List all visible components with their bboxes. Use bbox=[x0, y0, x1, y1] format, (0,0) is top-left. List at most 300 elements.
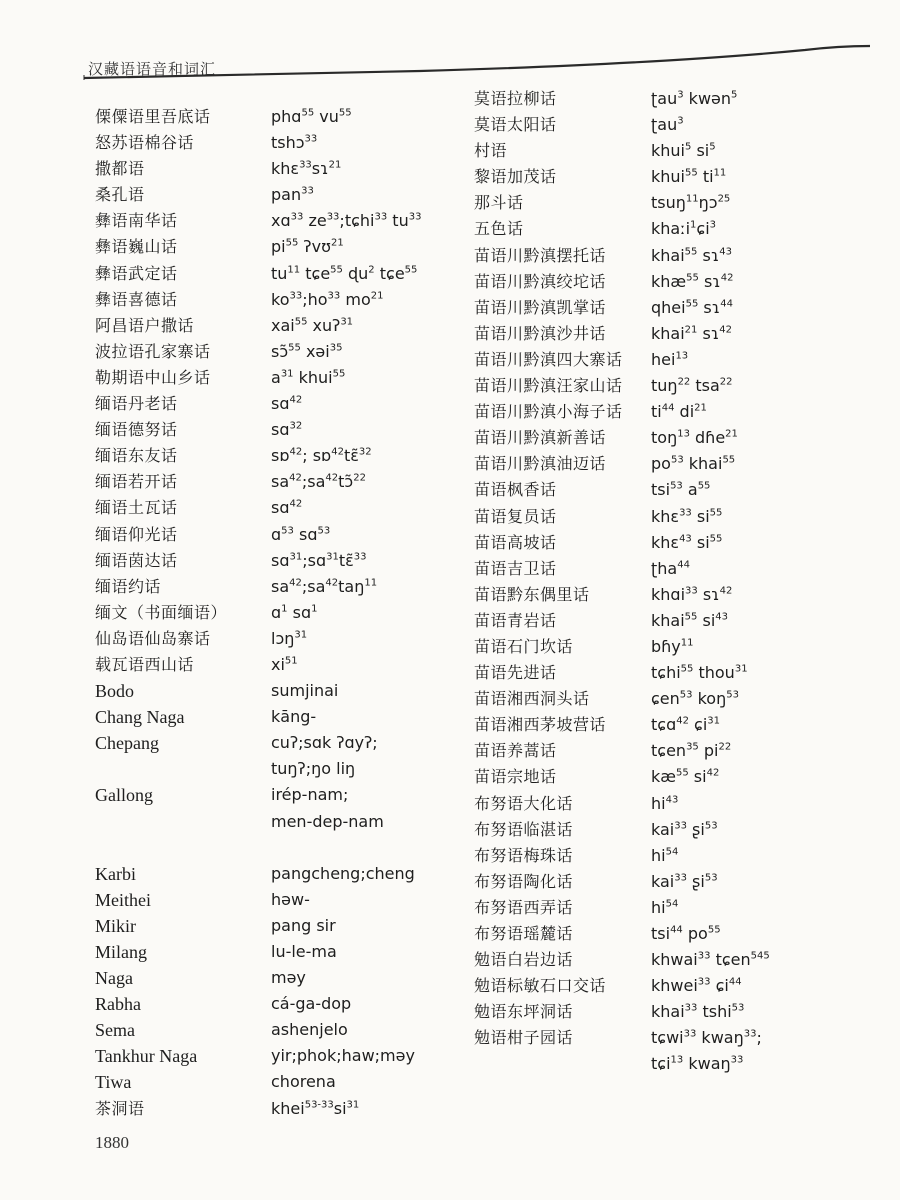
lexicon-entry bbox=[474, 399, 854, 425]
language-name: 勉语柑子园话 bbox=[474, 1028, 574, 1048]
word-form-line: ʈau$^3$ bbox=[651, 115, 684, 135]
lexicon-entry bbox=[95, 913, 455, 939]
language-name: 苗语川黔滇小海子话 bbox=[474, 402, 623, 422]
language-name: Meithei bbox=[95, 889, 151, 910]
lexicon-entry bbox=[95, 652, 455, 678]
language-name: 苗语高坡话 bbox=[474, 532, 557, 552]
word-form-line: sumjinai bbox=[271, 681, 339, 701]
lexicon-entry bbox=[95, 574, 455, 600]
word-form-line: $pi^{55}$ ʔvʊ$^{21}$ bbox=[271, 237, 344, 257]
word-form bbox=[271, 130, 317, 156]
language-name: 茶洞语 bbox=[95, 1098, 145, 1118]
word-form bbox=[651, 947, 770, 973]
lexicon-entry bbox=[474, 660, 854, 686]
word-form-line: tɕhi$^{55}$ thou$^{31}$ bbox=[651, 663, 748, 683]
language-name: Chepang bbox=[95, 733, 159, 754]
word-form-line: cá-ga-dop bbox=[271, 994, 352, 1014]
lexicon-entry bbox=[95, 1096, 455, 1122]
language-name: 缅文（书面缅语） bbox=[95, 602, 228, 622]
language-name: 缅语约话 bbox=[95, 576, 162, 596]
lexicon-entry bbox=[95, 365, 455, 391]
word-form bbox=[651, 556, 690, 582]
language-name: 布努语瑶麓话 bbox=[474, 924, 574, 943]
word-form-line: pan$^{33}$ bbox=[271, 185, 314, 205]
word-form-line: sɑ$^{32}$ bbox=[271, 420, 303, 440]
language-name: 苗语川黔滇凯掌话 bbox=[474, 297, 607, 317]
language-name: 撒都语 bbox=[95, 159, 145, 179]
word-form bbox=[651, 686, 739, 712]
language-name: 布努语大化话 bbox=[474, 793, 574, 813]
lexicon-entry bbox=[474, 530, 854, 556]
word-form bbox=[651, 451, 735, 477]
word-form bbox=[271, 887, 310, 913]
word-form-line: $a^{31}$ khui$^{55}$ bbox=[271, 367, 346, 387]
language-name: 勉语东坪洞话 bbox=[474, 1002, 574, 1022]
lexicon-entry bbox=[474, 347, 854, 373]
word-form bbox=[651, 138, 716, 164]
word-form-line: sɔ̃$^{55}$ xəi$^{35}$ bbox=[271, 341, 343, 361]
word-form bbox=[271, 626, 307, 652]
word-form-line: ashenjelo bbox=[271, 1020, 348, 1040]
word-form bbox=[271, 417, 302, 443]
word-form-line: xɑ$^{33}$ $ze^{33};tɕhi^{33}$ $tu^{33}$ bbox=[271, 211, 422, 231]
word-form bbox=[651, 791, 678, 817]
lexicon-entry bbox=[474, 869, 854, 895]
lexicon-entry bbox=[474, 295, 854, 321]
word-form-line: tɕen$^{35}$ $pi^{22}$ bbox=[651, 741, 732, 761]
word-form-line: həw- bbox=[271, 889, 310, 909]
language-name: 彝语南华话 bbox=[95, 211, 178, 231]
language-name: 缅语茵达话 bbox=[95, 550, 178, 570]
lexicon-entry bbox=[474, 947, 854, 973]
language-name: 彝语巍山话 bbox=[95, 237, 178, 257]
word-form bbox=[651, 582, 732, 608]
language-name: 苗语吉卫话 bbox=[474, 558, 557, 578]
word-form bbox=[271, 261, 417, 287]
lexicon-entry bbox=[95, 339, 455, 365]
word-form-line: hei$^{13}$ bbox=[651, 349, 689, 369]
language-name: 勉语标敏石口交话 bbox=[474, 976, 607, 996]
lexicon-entry bbox=[95, 730, 455, 782]
lexicon-entry bbox=[95, 1043, 455, 1069]
word-form bbox=[651, 530, 722, 556]
word-form bbox=[651, 164, 726, 190]
language-name: 傈僳语里吾底话 bbox=[95, 107, 211, 126]
word-form-line: $hi^{54}$ bbox=[651, 845, 679, 865]
word-form-line: ɕen$^{53}$ koŋ$^{53}$ bbox=[651, 689, 739, 709]
word-form-line: chorena bbox=[271, 1072, 336, 1092]
lexicon-entry bbox=[474, 764, 854, 790]
word-form bbox=[651, 86, 737, 112]
language-name: 苗语复员话 bbox=[474, 506, 557, 526]
language-name: Mikir bbox=[95, 915, 137, 936]
word-form-line: tuŋ$^{22}$ tsa$^{22}$ bbox=[651, 376, 733, 396]
word-form-line: khai$^{55}$ $si^{43}$ bbox=[651, 610, 728, 630]
word-form-line: sɒ$^{42}$; sɒ$^{42}$tɛ̃$^{32}$ bbox=[271, 446, 372, 466]
language-name: 苗语川黔滇四大寨话 bbox=[474, 349, 623, 369]
language-name: 莫语太阳话 bbox=[474, 115, 557, 135]
lexicon-entry bbox=[95, 495, 455, 521]
lexicon-entry bbox=[95, 861, 455, 887]
lexicon-entry bbox=[474, 477, 854, 503]
word-form-line: $sa^{42};sa^{42}tɔ̃^{22}$ bbox=[271, 472, 366, 492]
word-form-line: $xi^{51}$ bbox=[271, 654, 298, 674]
word-form bbox=[651, 504, 722, 530]
word-form-line: khaːi$^1$ɕi$^3$ bbox=[651, 219, 717, 239]
word-form-line: qhei$^{55}$ sɿ$^{44}$ bbox=[651, 297, 733, 317]
word-form-line: $tu^{11}$ tɕe$^{55}$ ɖu$^2$ tɕe$^{55}$ bbox=[271, 263, 418, 283]
language-name: 苗语养蒿话 bbox=[474, 741, 557, 761]
lexicon-entry bbox=[474, 164, 854, 190]
lexicon-entry bbox=[95, 704, 455, 730]
lexicon-entry bbox=[474, 112, 854, 138]
lexicon-entry bbox=[95, 469, 455, 495]
word-form bbox=[271, 678, 338, 704]
language-name: 勒期语中山乡话 bbox=[95, 367, 211, 387]
language-name: 缅语土瓦话 bbox=[95, 498, 178, 518]
word-form-line: $ti^{44}$ $di^{21}$ bbox=[651, 402, 707, 422]
word-form-line: khai$^{55}$ sɿ$^{43}$ bbox=[651, 245, 733, 265]
language-name: Karbi bbox=[95, 863, 136, 884]
word-form-line: khai$^{33}$ tshi$^{53}$ bbox=[651, 1002, 745, 1022]
language-name: 莫语拉柳话 bbox=[474, 89, 557, 108]
lexicon-entry bbox=[95, 313, 455, 339]
word-form bbox=[651, 999, 744, 1025]
word-form-line: lɔŋ$^{31}$ bbox=[271, 628, 308, 648]
word-form bbox=[271, 391, 302, 417]
language-name: 苗语黔东偶里话 bbox=[474, 584, 590, 604]
page-number: 1880 bbox=[95, 1133, 129, 1152]
language-name: Chang Naga bbox=[95, 707, 185, 728]
word-form-line: khui$^5$ $si^5$ bbox=[651, 141, 716, 161]
language-name: 波拉语孔家寨话 bbox=[95, 341, 211, 361]
language-name: 布努语西弄话 bbox=[474, 897, 574, 917]
lexicon-entry bbox=[474, 556, 854, 582]
word-form bbox=[271, 965, 306, 991]
lexicon-entry bbox=[95, 391, 455, 417]
word-form bbox=[651, 1025, 762, 1077]
word-form bbox=[651, 764, 719, 790]
language-name: 村语 bbox=[474, 141, 508, 161]
word-form bbox=[271, 548, 367, 574]
lexicon-entry bbox=[474, 608, 854, 634]
word-form-line: toŋ$^{13}$ dɦe$^{21}$ bbox=[651, 428, 738, 448]
lexicon-entry bbox=[474, 425, 854, 451]
language-name: Tankhur Naga bbox=[95, 1046, 198, 1067]
word-form bbox=[271, 1043, 415, 1069]
word-form bbox=[271, 104, 352, 130]
language-name: 五色话 bbox=[474, 219, 524, 239]
language-name: 缅语丹老话 bbox=[95, 394, 178, 414]
language-name: 苗语宗地话 bbox=[474, 767, 557, 787]
word-form-line: sɑ$^{31}$;sɑ$^{31}$tɛ̃$^{33}$ bbox=[271, 550, 367, 570]
lexicon-entry bbox=[474, 738, 854, 764]
word-form bbox=[651, 295, 733, 321]
language-name: Sema bbox=[95, 1020, 135, 1041]
word-form-line: khui$^{55}$ $ti^{11}$ bbox=[651, 167, 727, 187]
word-form-line: sɑ$^{42}$ bbox=[271, 394, 303, 414]
word-form bbox=[271, 365, 345, 391]
word-form bbox=[271, 704, 316, 730]
lexicon-entry bbox=[95, 287, 455, 313]
word-form-line: khwei$^{33}$ ɕi$^{44}$ bbox=[651, 976, 742, 996]
word-form bbox=[271, 730, 378, 782]
language-name: 苗语川黔滇汪家山话 bbox=[474, 376, 623, 396]
lexicon-entry bbox=[95, 156, 455, 182]
word-form bbox=[271, 495, 302, 521]
word-form-line: tsi$^{53}$ $a^{55}$ bbox=[651, 480, 711, 500]
word-form-line: cuʔ;sɑk ʔɑyʔ; bbox=[271, 733, 378, 753]
language-name: 彝语武定话 bbox=[95, 263, 178, 283]
language-name: 缅语若开话 bbox=[95, 472, 178, 492]
word-form bbox=[271, 1096, 359, 1122]
lexicon-entry bbox=[474, 451, 854, 477]
language-name: 苗语川黔滇绞坨话 bbox=[474, 271, 607, 291]
language-name: 布努语梅珠话 bbox=[474, 845, 574, 865]
lexicon-entry bbox=[474, 582, 854, 608]
lexicon-entry bbox=[95, 600, 455, 626]
language-name: 仙岛语仙岛寨话 bbox=[95, 628, 211, 648]
word-form bbox=[651, 895, 678, 921]
word-form bbox=[271, 600, 317, 626]
lexicon-entry bbox=[474, 243, 854, 269]
word-form-line: khɛ$^{33}$sɿ$^{21}$ bbox=[271, 159, 342, 179]
language-name: 缅语东友话 bbox=[95, 446, 178, 466]
word-form-line: sɑ$^{42}$ bbox=[271, 498, 303, 518]
lexicon-entry bbox=[95, 104, 455, 130]
word-form bbox=[651, 660, 748, 686]
language-name: 勉语白岩边话 bbox=[474, 950, 574, 970]
word-form-line: pangcheng;cheng bbox=[271, 863, 415, 883]
language-name: 怒苏语棉谷话 bbox=[95, 133, 195, 153]
word-form-line: phɑ$^{55}$ $vu^{55}$ bbox=[271, 107, 352, 126]
word-form-line: khɛ$^{43}$ $si^{55}$ bbox=[651, 532, 723, 552]
word-form bbox=[271, 522, 330, 548]
word-form bbox=[651, 477, 710, 503]
word-form bbox=[271, 991, 351, 1017]
lexicon-entry bbox=[95, 182, 455, 208]
lexicon-entry bbox=[95, 991, 455, 1017]
word-form bbox=[651, 373, 733, 399]
word-form bbox=[271, 182, 314, 208]
word-form bbox=[271, 339, 342, 365]
word-form bbox=[271, 234, 344, 260]
word-form bbox=[271, 1017, 348, 1043]
lexicon-entry bbox=[95, 548, 455, 574]
language-name: Milang bbox=[95, 942, 147, 962]
language-name: 桑孔语 bbox=[95, 185, 145, 205]
lexicon-entry bbox=[95, 1069, 455, 1095]
lexicon-entry bbox=[474, 686, 854, 712]
language-name: 苗语川黔滇沙井话 bbox=[474, 323, 607, 343]
word-form bbox=[651, 321, 732, 347]
word-form-line: kai$^{33}$ ʂi$^{53}$ bbox=[651, 871, 718, 891]
word-form-line: men-dep-nam bbox=[271, 811, 384, 831]
word-form-line: khɛ$^{33}$ $si^{55}$ bbox=[651, 506, 723, 526]
language-name: Rabha bbox=[95, 994, 141, 1015]
word-form-line: yir;phok;haw;məy bbox=[271, 1046, 415, 1066]
language-name: 载瓦语西山话 bbox=[95, 654, 195, 674]
language-name: 苗语川黔滇摆托话 bbox=[474, 245, 607, 265]
lexicon-entry bbox=[474, 817, 854, 843]
word-form-line: ɑ$^1$ sɑ$^1$ bbox=[271, 602, 318, 622]
lexicon-entry bbox=[474, 86, 854, 112]
language-name: Gallong bbox=[95, 785, 153, 806]
word-form bbox=[271, 156, 341, 182]
language-name: 布努语临湛话 bbox=[474, 819, 574, 839]
word-form-line: $hi^{54}$ bbox=[651, 897, 679, 917]
lexicon-entry bbox=[474, 634, 854, 660]
word-form bbox=[271, 782, 384, 834]
lexicon-entry bbox=[474, 843, 854, 869]
word-form bbox=[271, 313, 353, 339]
word-form-line: tɕwi$^{33}$ kwaŋ$^{33}$; bbox=[651, 1028, 762, 1048]
word-form-line: $po^{53}$ khai$^{55}$ bbox=[651, 454, 736, 474]
word-form bbox=[651, 347, 688, 373]
word-form bbox=[651, 921, 721, 947]
word-form bbox=[651, 269, 734, 295]
word-form-line: tsi$^{44}$ $po^{55}$ bbox=[651, 924, 721, 943]
word-form bbox=[651, 216, 716, 242]
language-name: 苗语湘西洞头话 bbox=[474, 689, 590, 709]
language-name: Bodo bbox=[95, 681, 135, 702]
lexicon-entry bbox=[95, 965, 455, 991]
word-form bbox=[651, 243, 732, 269]
word-form-line: pang sir bbox=[271, 915, 336, 935]
word-form bbox=[651, 817, 718, 843]
lexicon-entry bbox=[474, 791, 854, 817]
left-column bbox=[95, 104, 455, 1122]
language-name: 苗语先进话 bbox=[474, 663, 557, 683]
language-name: 苗语湘西茅坡营话 bbox=[474, 715, 607, 735]
lexicon-entry bbox=[474, 373, 854, 399]
lexicon-entry bbox=[95, 835, 455, 861]
word-form-line: khai$^{21}$ sɿ$^{42}$ bbox=[651, 323, 733, 343]
word-form bbox=[651, 843, 678, 869]
word-form bbox=[651, 712, 720, 738]
lexicon-entry bbox=[95, 678, 455, 704]
language-name: 彝语喜德话 bbox=[95, 289, 178, 309]
language-name: 苗语枫香话 bbox=[474, 480, 557, 500]
word-form-line: tɕi$^{13}$ kwaŋ$^{33}$ bbox=[651, 1054, 744, 1074]
word-form-line: bɦy$^{11}$ bbox=[651, 636, 694, 656]
word-form bbox=[271, 652, 298, 678]
lexicon-entry bbox=[95, 234, 455, 260]
word-form-line: məy bbox=[271, 968, 306, 988]
word-form-line: ʈau$^3$ kwən$^5$ bbox=[651, 89, 738, 108]
word-form-line: $kæ^{55}$ $si^{42}$ bbox=[651, 767, 720, 787]
word-form bbox=[271, 574, 377, 600]
lexicon-entry bbox=[95, 1017, 455, 1043]
lexicon-entry bbox=[474, 999, 854, 1025]
language-name: 苗语川黔滇油迈话 bbox=[474, 454, 607, 474]
lexicon-entry bbox=[95, 939, 455, 965]
word-form-line: irép-nam; bbox=[271, 785, 349, 805]
word-form bbox=[271, 208, 421, 234]
word-form-line: ʈha$^{44}$ bbox=[651, 558, 690, 578]
language-name: 布努语陶化话 bbox=[474, 871, 574, 891]
lexicon-entry bbox=[474, 321, 854, 347]
lexicon-entry bbox=[95, 261, 455, 287]
language-name: 缅语仰光话 bbox=[95, 524, 178, 544]
word-form bbox=[651, 425, 738, 451]
word-form bbox=[271, 913, 336, 939]
word-form-line: lu-le-ma bbox=[271, 942, 337, 961]
word-form bbox=[271, 443, 372, 469]
word-form-line: khɑi$^{33}$ sɿ$^{42}$ bbox=[651, 584, 733, 604]
word-form bbox=[651, 973, 742, 999]
word-form bbox=[651, 399, 707, 425]
lexicon-entry bbox=[95, 626, 455, 652]
lexicon-entry bbox=[95, 782, 455, 834]
word-form-line: kai$^{33}$ ʂi$^{53}$ bbox=[651, 819, 718, 839]
word-form-line: kāng- bbox=[271, 707, 317, 727]
word-form-line: tsuŋ$^{11}$ŋɔ$^{25}$ bbox=[651, 193, 731, 213]
language-name: Naga bbox=[95, 968, 133, 989]
lexicon-entry bbox=[95, 522, 455, 548]
lexicon-entry bbox=[95, 887, 455, 913]
word-form bbox=[271, 939, 337, 965]
language-name: Tiwa bbox=[95, 1072, 132, 1093]
word-form-line: xai$^{55}$ xuʔ$^{31}$ bbox=[271, 315, 354, 335]
word-form-line: ɑ$^{53}$ sɑ$^{53}$ bbox=[271, 524, 331, 544]
word-form bbox=[271, 287, 383, 313]
word-form bbox=[651, 869, 718, 895]
word-form bbox=[651, 634, 694, 660]
word-form-line: tshɔ$^{33}$ bbox=[271, 133, 318, 153]
word-form bbox=[651, 608, 728, 634]
lexicon-entry bbox=[95, 443, 455, 469]
language-name: 苗语青岩话 bbox=[474, 610, 557, 630]
word-form bbox=[651, 738, 731, 764]
word-form-line: khwai$^{33}$ tɕen$^{545}$ bbox=[651, 950, 770, 970]
lexicon-entry bbox=[474, 895, 854, 921]
language-name: 黎语加茂话 bbox=[474, 167, 557, 187]
lexicon-entry bbox=[95, 417, 455, 443]
lexicon-entry bbox=[474, 504, 854, 530]
word-form bbox=[271, 1069, 336, 1095]
word-form-line: $hi^{43}$ bbox=[651, 793, 679, 813]
running-header-title: 汉藏语语音和词汇 bbox=[88, 60, 217, 78]
lexicon-entry bbox=[95, 130, 455, 156]
lexicon-entry bbox=[95, 208, 455, 234]
right-column bbox=[474, 86, 854, 1078]
language-name: 缅语德努话 bbox=[95, 420, 178, 440]
lexicon-entry bbox=[474, 216, 854, 242]
lexicon-entry bbox=[474, 190, 854, 216]
language-name: 苗语石门坎话 bbox=[474, 636, 574, 656]
language-name: 那斗话 bbox=[474, 193, 524, 213]
language-name: 苗语川黔滇新善话 bbox=[474, 428, 607, 448]
word-form bbox=[271, 861, 415, 887]
word-form-line: tuŋʔ;ŋo liŋ bbox=[271, 759, 356, 779]
lexicon-entry bbox=[474, 269, 854, 295]
word-form-line: $sa^{42};sa^{42}taŋ^{11}$ bbox=[271, 576, 378, 596]
word-form bbox=[651, 190, 730, 216]
lexicon-entry bbox=[474, 921, 854, 947]
lexicon-entry bbox=[474, 712, 854, 738]
lexicon-entry bbox=[474, 138, 854, 164]
word-form-line: khæ$^{55}$ sɿ$^{42}$ bbox=[651, 271, 734, 291]
word-form-line: tɕɑ$^{42}$ ɕi$^{31}$ bbox=[651, 715, 721, 735]
lexicon-entry bbox=[474, 1025, 854, 1077]
word-form bbox=[271, 469, 366, 495]
word-form-line: $ko^{33};ho^{33}$ $mo^{21}$ bbox=[271, 289, 384, 309]
word-form bbox=[651, 112, 684, 138]
word-form-line: $khei^{53-33}si^{31}$ bbox=[271, 1098, 360, 1118]
language-name: 阿昌语户撒话 bbox=[95, 315, 195, 335]
lexicon-entry bbox=[474, 973, 854, 999]
